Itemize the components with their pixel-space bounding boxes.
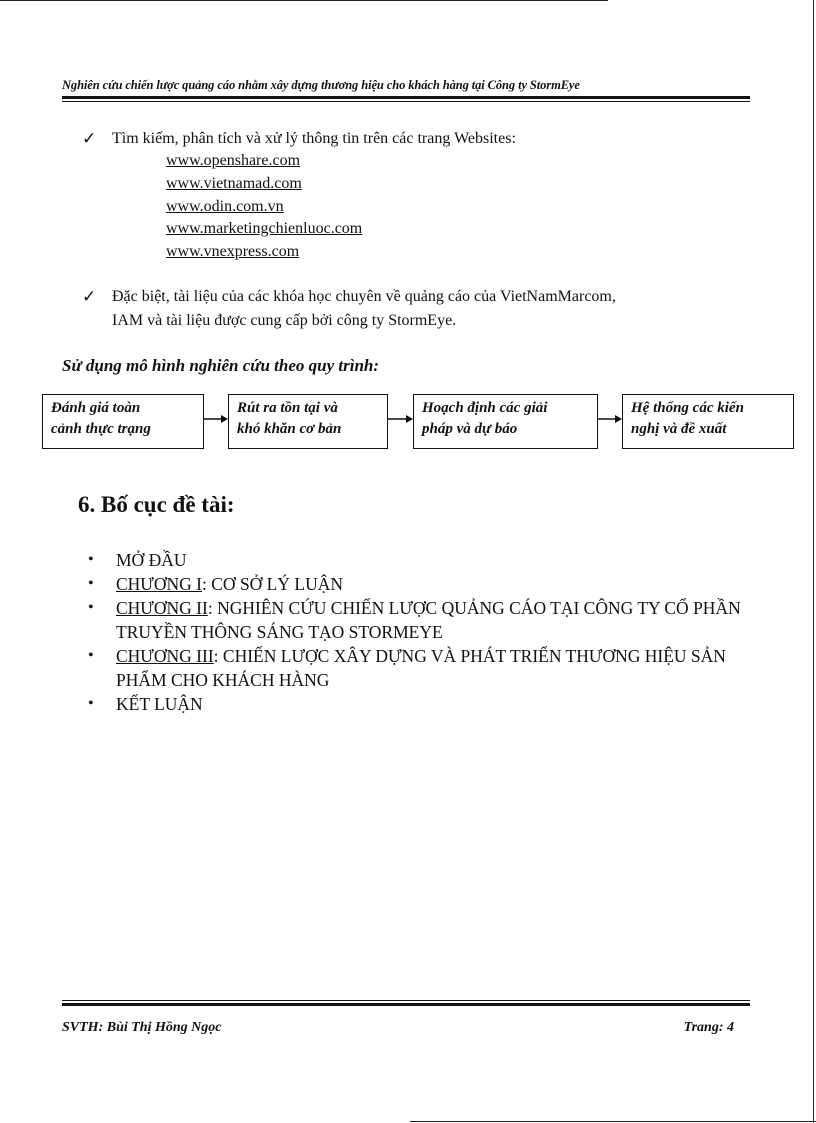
scan-border-top [0,0,608,1]
bullet-icon: • [88,575,94,592]
flow-step-4-line1: Hệ thống các kiến [631,400,744,416]
footer-author: SVTH: Bùi Thị Hồng Ngọc [62,1020,222,1035]
toc-item-text: MỞ ĐẦU [116,550,187,570]
toc-item-mo-dau [88,548,778,572]
flow-step-1-line1: Đánh giá toàn [51,400,141,416]
flow-step-2-line2: khó khăn cơ bản [237,421,342,437]
footer-page-number: Trang: 4 [683,1020,734,1035]
footer-rule-thin [62,1000,750,1001]
header-rule-thin [62,101,750,102]
chapter-label: CHƯƠNG III [116,646,214,666]
bullet-icon: • [88,599,94,616]
chapter-label: CHƯƠNG II [116,598,208,618]
footer-rule-thick [62,1003,750,1006]
bullet-icon: • [88,647,94,664]
bullet-icon: • [88,695,94,712]
flow-step-2-line1: Rút ra tồn tại và [237,400,338,416]
flow-step-4-line2: nghị và đề xuất [631,421,727,437]
check-icon: ✓ [82,129,97,148]
flow-step-3 [413,394,598,449]
website-link-vietnamad[interactable]: www.vietnamad.com [166,175,302,192]
website-link-marketingchienluoc[interactable]: www.marketingchienluoc.com [166,220,363,237]
page-header-title: Nghiên cứu chiến lược quảng cáo nhằm xây dựng thương hiệu cho khách hàng tại Công ty StormEye [62,78,580,92]
source-item-text: Tìm kiếm, phân tích và xử lý thông tin trên các trang Websites: [112,130,516,147]
chapter-title: : CHIẾN LƯỢC XÂY DỰNG VÀ PHÁT TRIỂN THƯƠNG HIỆU SẢN PHẨM CHO KHÁCH HÀNG [116,646,726,690]
toc-item-ket-luan [88,692,778,716]
website-link-odin[interactable]: www.odin.com.vn [166,198,284,215]
chapter-label: CHƯƠNG I [116,574,203,594]
flow-arrow-2 [388,412,413,426]
toc-item-text-wrap [116,572,766,596]
flow-step-3-line1: Hoạch định các giải [422,400,548,416]
flow-step-1-line2: cảnh thực trạng [51,421,151,437]
scan-border-bottom [410,1121,816,1122]
chapter-title: : CƠ SỞ LÝ LUẬN [202,574,343,594]
website-link-openshare[interactable]: www.openshare.com [166,152,301,169]
toc-item-text-wrap [116,644,766,692]
check-icon: ✓ [82,287,97,306]
flow-arrow-3 [598,412,622,426]
source-item-documents [82,286,782,332]
flow-step-4 [622,394,794,449]
model-title: Sử dụng mô hình nghiên cứu theo quy trình: [62,356,380,375]
toc-item-chuong-3 [88,644,778,692]
bullet-icon: • [88,551,94,568]
section-heading: 6. Bố cục đề tài: [78,492,235,517]
header-rule-thick [62,96,750,99]
flow-step-2 [228,394,388,449]
toc-item-chuong-1 [88,572,778,596]
flow-step-1 [42,394,204,449]
toc-item-text-wrap [116,596,766,644]
chapter-title: : NGHIÊN CỨU CHIẾN LƯỢC QUẢNG CÁO TẠI CÔNG TY CỔ PHẦN TRUYỀN THÔNG SÁNG TẠO STORMEYE [116,598,741,642]
source-item-websites [82,128,742,150]
scan-border-right [813,0,814,1123]
source-item-text-line1: Đặc biệt, tài liệu của các khóa học chuyên về quảng cáo của VietNamMarcom, [112,288,616,305]
toc-item-chuong-2 [88,596,778,644]
source-item-text-line2: IAM và tài liệu được cung cấp bởi công ty StormEye. [112,312,457,329]
website-link-vnexpress[interactable]: www.vnexpress.com [166,243,300,260]
toc-item-text: KẾT LUẬN [116,694,203,714]
flow-step-3-line2: pháp và dự báo [422,421,518,437]
flow-arrow-1 [204,412,228,426]
